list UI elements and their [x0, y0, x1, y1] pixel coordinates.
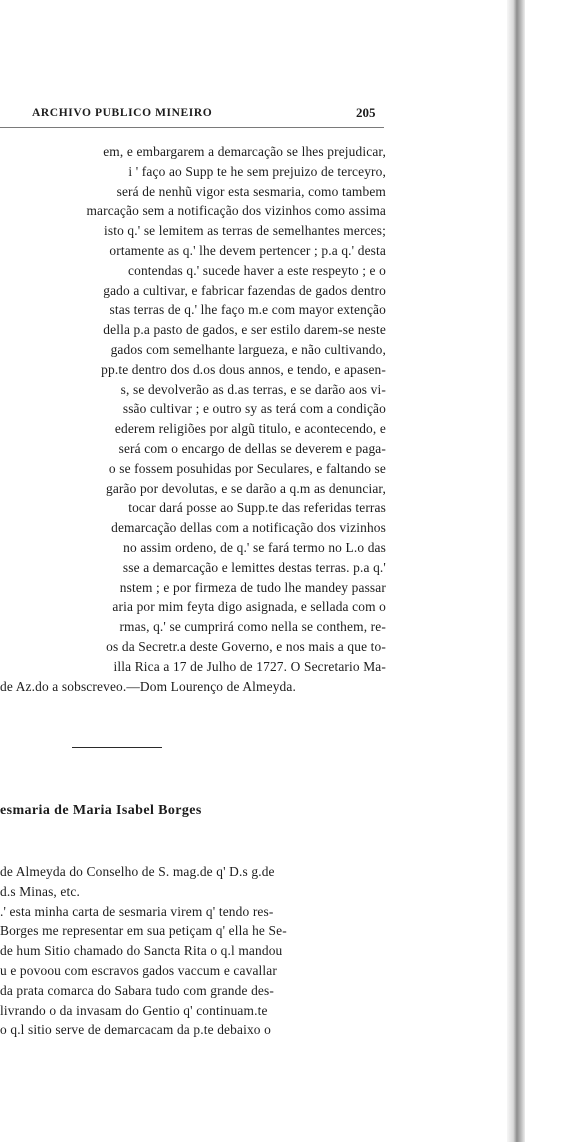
section-text-line: o q.l sitio serve de demarcacam da p.te debaixo o: [0, 1022, 271, 1038]
section-text-line: d.s Minas, etc.: [0, 883, 80, 899]
section-text-line: .' esta minha carta de sesmaria virem q' tendo res-: [0, 903, 274, 919]
text-line: gado a cultivar, e fabricar fazendas de gados dentro: [103, 282, 386, 298]
body-text: [0, 142, 386, 696]
text-line: s, se devolverão as d.as terras, e se darão aos vi-: [120, 381, 386, 397]
page-binding-edge: [507, 0, 525, 1142]
header-title: ARCHIVO PUBLICO MINEIRO: [32, 107, 213, 119]
text-line: illa Rica a 17 de Julho de 1727. O Secretario Ma-: [113, 658, 386, 674]
section-title: esmaria de Maria Isabel Borges: [0, 803, 202, 818]
text-line: em, e embargarem a demarcação se lhes prejudicar,: [103, 144, 386, 159]
section-text-line: u e povoou com escravos gados vaccum e cavallar: [0, 962, 277, 978]
text-line: de Az.do a sobscreveo.—Dom Lourenço de Almeyda.: [0, 678, 296, 694]
text-line: o se fossem posuhidas por Seculares, e faltando se: [108, 460, 386, 476]
text-line: garão por devolutas, e se darão a q.m as denunciar,: [105, 480, 386, 496]
text-line: ssão cultivar ; e outro sy as terá com a condição: [122, 401, 386, 417]
text-line: tocar dará posse ao Supp.te das referidas terras: [128, 500, 386, 516]
text-line: nstem ; e por firmeza de tudo lhe mandey passar: [119, 579, 386, 595]
text-line: demarcação dellas com a notificação dos vizinhos: [111, 520, 386, 536]
text-line: será de nenhũ vigor esta sesmaria, como tambem: [116, 183, 386, 199]
section-text: [0, 862, 380, 1040]
text-line: isto q.' se lemitem as terras de semelhantes merces;: [103, 223, 386, 239]
text-line: ortamente as q.' lhe devem pertencer ; p.a q.' desta: [109, 242, 386, 258]
text-line: pp.te dentro dos d.os dous annos, e tendo, e apasen-: [101, 361, 386, 377]
running-header: [0, 105, 390, 129]
text-line: aria por mim feyta digo asignada, e sellada com o: [112, 599, 386, 615]
page-number: 205: [356, 105, 376, 120]
text-line: i ' faço ao Supp te he sem prejuizo de terceyro,: [128, 163, 386, 179]
section-text-line: da prata comarca do Sabara tudo com grande des-: [0, 982, 274, 998]
text-line: será com o encargo de dellas se deverem e paga-: [118, 440, 386, 456]
text-line: os da Secretr.a deste Governo, e nos mais a que to-: [106, 638, 386, 654]
section-separator: [72, 747, 162, 748]
text-line: stas terras de q.' lhe faço m.e com mayor extenção: [109, 302, 386, 318]
section-text-line: Borges me representar em sua petiçam q' ella he Se-: [0, 923, 287, 939]
header-rule: [0, 127, 384, 128]
text-line: della p.a pasto de gados, e ser estilo darem-se neste: [103, 322, 386, 338]
text-line: rmas, q.' se cumprirá como nella se conthem, re-: [119, 619, 386, 635]
section-text-line: de hum Sitio chamado do Sancta Rita o q.l mandou: [0, 943, 283, 959]
section-text-line: livrando o da invasam do Gentio q' continuam.te: [0, 1002, 268, 1018]
text-line: gados com semelhante largueza, e não cultivando,: [110, 341, 386, 357]
text-line: sse a demarcação e lemittes destas terras. p.a q.': [122, 559, 386, 575]
text-line: no assim ordeno, de q.' se fará termo no L.o das: [123, 539, 386, 555]
text-line: contendas q.' sucede haver a este respeyto ; e o: [128, 262, 386, 278]
text-line: marcação sem a notificação dos vizinhos como assima: [86, 203, 386, 219]
section-text-line: de Almeyda do Conselho de S. mag.de q' D.s g.de: [0, 864, 275, 879]
text-line: ederem religiões por algũ titulo, e acontecendo, e: [114, 421, 386, 437]
